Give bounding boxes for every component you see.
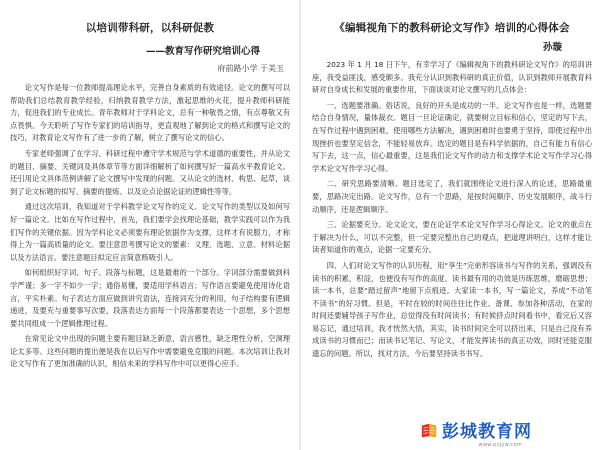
left-paragraph: 论文写作是每一位教师提高理论水平，完善自身素质的有效途径。论文的撰写可以帮助我们总结教育教学经验，归纳教育教学方法，激起思维的火花，提升教师科研能力，促进我们的专业成长。青年教师对于学科论文，总有一种敬畏之情，有点尊敬又有点畏惧。今天聆听了写作专家们的培训指导，更直观地了解到论文的格式和撰写论文的技巧，对教育论文写作有了进一步的了解，树立了撰写论文的信心。 (10, 83, 290, 143)
watermark-logo (420, 417, 532, 442)
left-author: 府前路小学 于美玉 (217, 64, 284, 73)
right-paragraph: 2023 年 1 月 18 日下午，有幸学习了《编辑视角下的教科研论文写作》的培训讲座，我受益匪浅，感受颇多。我充分认识到教科研的真正价值，认识到教师开展教育科研对自身成长和发展的重要作用，下面谈谈对论文撰写的几点体会： (312, 60, 592, 95)
right-paragraph: 二、研究思路要清晰。题目选定了，我们就围绕论文进行深入的论述，思路最重要，思路决定出路。论文写作，总有一个思路，是按时间顺序、历史发展顺序，战斗行动顺序，还是逻辑顺序。 (312, 179, 592, 214)
left-paragraph: 如何组织好字词、句子、段落与标题，这是最难的一个部分。字词部分需要做到科学严谨；多一字不如少一字；通俗易懂，要适用学科语言；写作语言要避免使用诗化语言，平实朴素。句子表达方面应做到讲究语法，连接词充分的利用，句子结构要有逻辑递进，及要充与重要事写次要，段落表达方面每一个段落都要表达一个思想，多个思想要共同组成一个逻辑推理过程。 (10, 268, 290, 328)
right-paragraph: 四、人们对论文写作的认识历程，用“享生”完弟形容读书与写作的关系，强调没有读书的积累，积淀，也便没有写作的高度。读书最有用的功效是历练思维，磨砺思想；读一本书，总要“踏过留声”地留下点痕迹。大家读一本书，写一篇论文，养成“不动笔不读书”的好习惯。但是，平时在较的时间往往比作业、备课、参加各种活动，在家的时间还要辅导孩子写作业，总觉得没有时间读书；有时候挤点时间看书中，看完后又容易忘记，通过培训，我才恍然大悟，其实，读书时间完全可以挤出来，只是自己没有养成读书的习惯而已；而读书记笔记、写论文，才能发挥读书的真正功效，同时还能克服遗忘的问题。所以，找对方法，今后要坚持读书书写。 (312, 260, 592, 359)
right-page (302, 0, 600, 450)
left-paragraph: 通过这次培训，我知道对于学科教学论文写作的定义、论文写作的类型以及如何写好一篇论文。比如在写作过程中，首先，我们要学会找理论基础，教学实践可以作为我们写作的关键依据。因为学科论文必须要有理论依据作为支撑，这样才有说服力，才称得上为一篇高质量的论文。要注意思考撰写论文的要素：义理、选题、立意、材料论据以及方法语言。要注意题目拟定应言简意赅吸引人。 (10, 202, 290, 262)
right-paragraph: 三、论据要充分。论文论文，要在论证学术论文写作学习心得论文。论文的重点在于解决为什么，可以不完整，但一定要完整出自己的观点，把道理讲明白，这样才能让读者知道你的观点，论据一定要充分。 (312, 220, 592, 255)
right-paragraph: 一、选题要准确。俗话说，良好的开头是成功的一半。论文写作也是一样，选题要结合自身情况，量体裁衣。题目一旦论证确定，就要树立目标和信心，坚定的写下去，在写作过程中遇到困难，使用哪些方法解决，遇到困难时也要勇于坚持，即使过程中出现挫折也要坚定信念，不能轻易放弃。选定的题目是有科学依据的，自己有能力有信心写下去，这一点，信心最重要，这是我们论文写作的动力和支撑学术论文写作学习心得学术论文写作学习心得。 (312, 100, 592, 173)
book-icon (420, 421, 438, 439)
left-page (0, 0, 298, 450)
left-subtitle: ——教育写作研究培训心得 (145, 46, 260, 57)
watermark-text: 彭城教育网 (442, 422, 532, 442)
right-author: 孙璇 (542, 42, 562, 53)
left-paragraph: 专家老师强调了在学习、科研过程中遵守学术规范与学术道德的重要性，并从论文的题目、摘要、关键词及具体章节等方面详细解析了如何撰写好一篇高水平教育论文。还引用论文具体范例讲解了论文撰写中发现的问题。又从论文的选材、构思、起草，谈到了论文标题的拟写、摘要的提炼、以及论点论据论证的逻辑性等等。 (10, 148, 290, 196)
page-divider (299, 0, 301, 450)
left-title: 以培训带科研，以科研促教 (85, 22, 215, 34)
left-paragraph: 在常见论文中出现的问题主要有题目缺乏新意，语言感性，缺乏理性分析，空洞理论太多等。这些问题的提出便是我在以后写作中需要避免克服的问题。本次培训让我对论文写作有了更加准确的认识，相信未来的学科写作中可以更得心应手。 (10, 334, 290, 369)
right-title: 《编辑视角下的教科研论文写作》培训的心得体会 (334, 22, 570, 34)
watermark-url: www.pcjyw.com (478, 442, 522, 448)
